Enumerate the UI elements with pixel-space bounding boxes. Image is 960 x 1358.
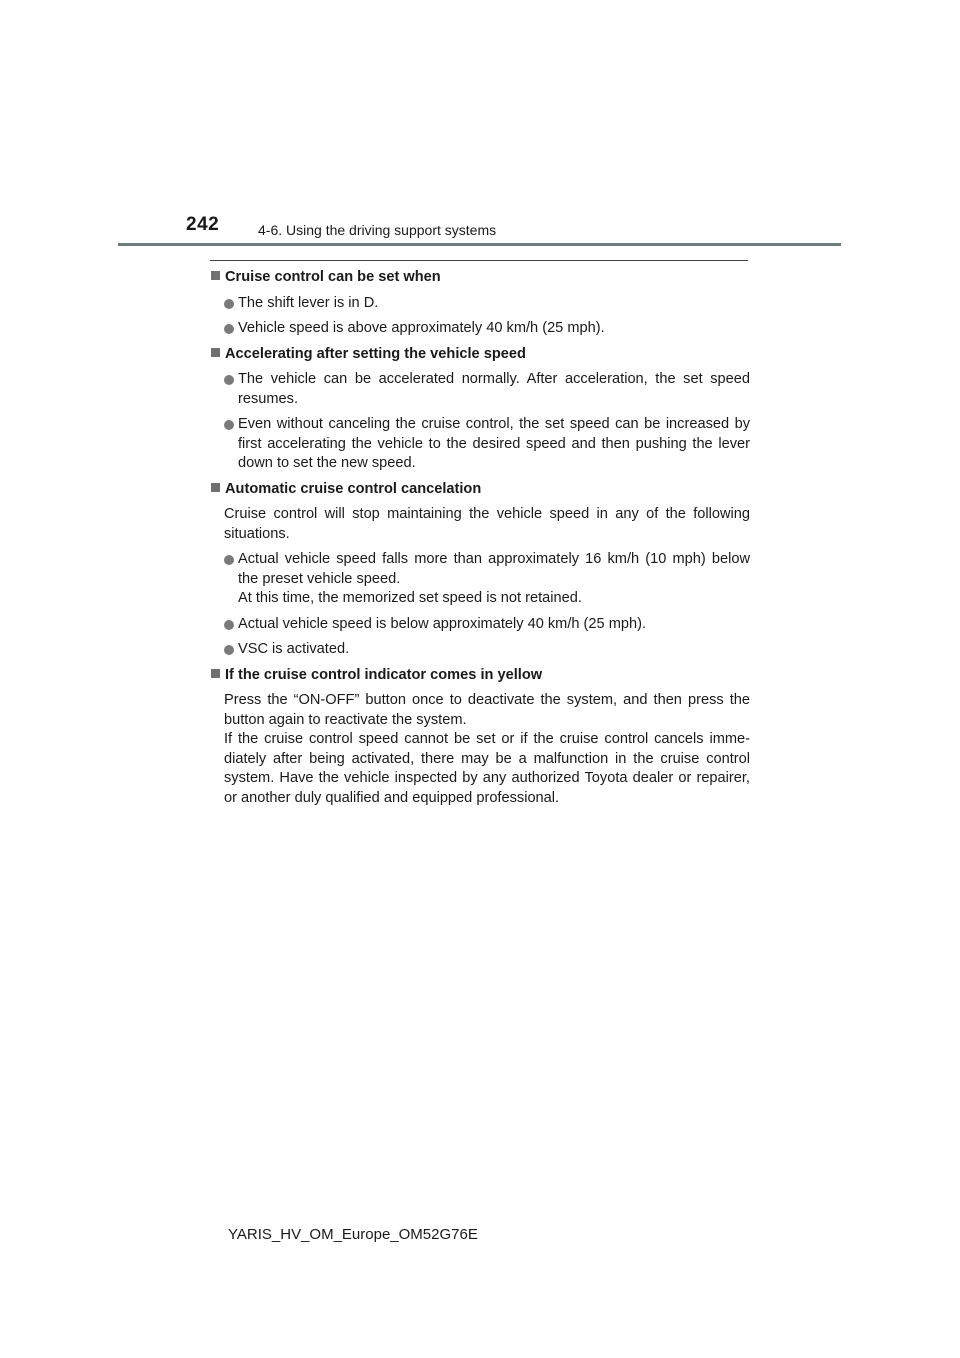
section-heading-text: Automatic cruise control cancelation	[225, 480, 482, 497]
list-item-text: Even without canceling the cruise control, the set speed can be increased by first accelerating the vehicle to the desired speed and then pushing the lever down to set the new speed.	[238, 416, 750, 471]
circle-bullet-icon	[224, 420, 234, 430]
paragraph-line: If the cruise control speed cannot be set or if the cruise control cancels imme-diately after being activated, there may be a malfunction in the cruise control system. Have the vehicle inspected by any authorized Toyota dealer or repairer, or another duly qualified and equipped professional.	[224, 731, 750, 806]
list-item-text: VSC is activated.	[238, 641, 350, 657]
document-id: YARIS_HV_OM_Europe_OM52G76E	[228, 1226, 478, 1243]
paragraph-line: Press the “ON-OFF” button once to deactivate the system, and then press the button again to reactivate the system.	[224, 692, 750, 728]
section-heading-text: Accelerating after setting the vehicle speed	[225, 345, 526, 362]
square-bullet-icon	[211, 669, 220, 678]
square-bullet-icon	[211, 271, 220, 280]
section-heading	[210, 666, 750, 686]
list-item	[224, 294, 750, 314]
list-item	[224, 550, 750, 609]
section-paragraph	[224, 691, 750, 808]
circle-bullet-icon	[224, 555, 234, 565]
page-number: 242	[186, 214, 220, 235]
square-bullet-icon	[211, 348, 220, 357]
list-item	[224, 370, 750, 409]
list-item-text	[238, 550, 750, 609]
square-bullet-icon	[211, 483, 220, 492]
section-heading	[210, 268, 750, 288]
content-rule	[210, 260, 748, 261]
section-heading-text: Cruise control can be set when	[225, 269, 441, 285]
list-item	[224, 640, 750, 660]
list-item-text: Vehicle speed is above approximately 40 km/h (25 mph).	[238, 320, 605, 336]
section-heading	[210, 480, 750, 500]
list-item-text: The vehicle can be accelerated normally. After acceleration, the set speed resumes.	[238, 371, 750, 407]
circle-bullet-icon	[224, 375, 234, 385]
list-item-text: The shift lever is in D.	[238, 294, 379, 311]
list-item	[224, 319, 750, 339]
section-heading	[210, 345, 750, 365]
header-rule	[118, 243, 841, 246]
page-content	[210, 268, 750, 814]
list-item-line: Actual vehicle speed falls more than approximately 16 km/h (10 mph) below the preset vehicle speed.	[238, 551, 750, 587]
circle-bullet-icon	[224, 620, 234, 630]
circle-bullet-icon	[224, 645, 234, 655]
list-item	[224, 615, 750, 635]
section-paragraph: Cruise control will stop maintaining the vehicle speed in any of the following situations.	[224, 506, 750, 542]
list-item-text: Actual vehicle speed is below approximately 40 km/h (25 mph).	[238, 615, 647, 632]
list-item	[224, 415, 750, 474]
section-heading-text: If the cruise control indicator comes in yellow	[225, 666, 543, 683]
section-title: 4-6. Using the driving support systems	[258, 222, 497, 238]
list-item-note: At this time, the memorized set speed is not retained.	[238, 590, 582, 606]
circle-bullet-icon	[224, 324, 234, 334]
circle-bullet-icon	[224, 299, 234, 309]
